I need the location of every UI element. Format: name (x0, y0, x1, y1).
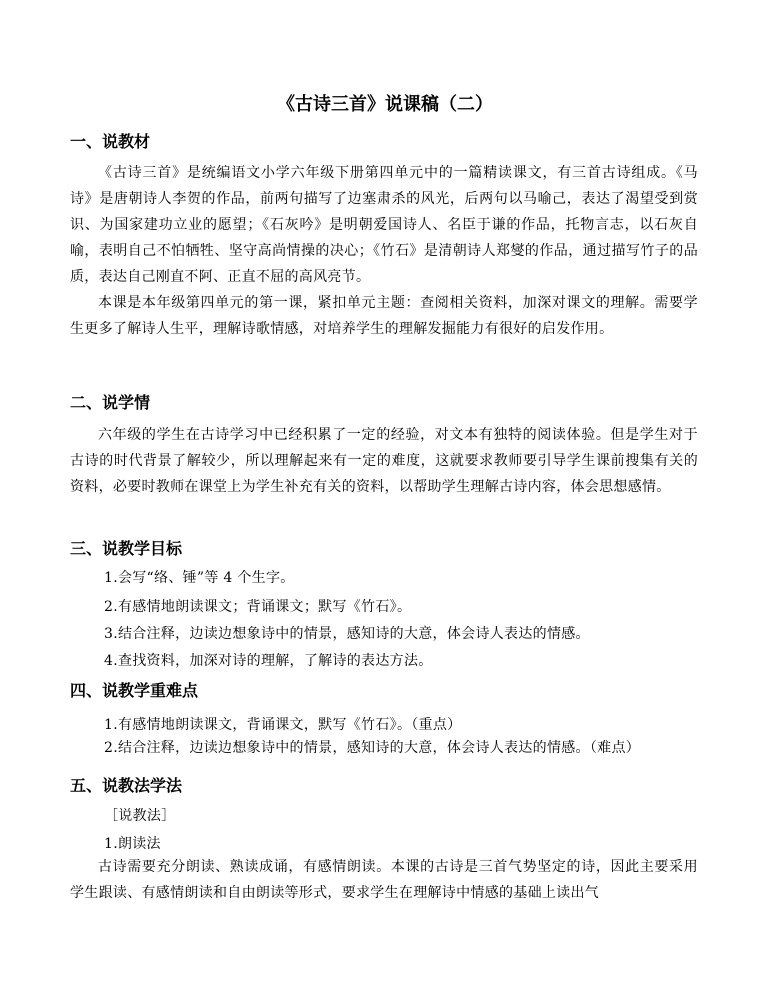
goal-item-1: 1.会写“络、锤”等 4 个生字。 (104, 570, 295, 586)
key-point-item-2: 2.结合注释，边读边想象诗中的情景，感知诗的大意，体会诗人表达的情感。（难点） (104, 740, 641, 756)
key-point-item-1: 1.有感情地朗读课文，背诵课文，默写《竹石》。（重点） (104, 717, 462, 733)
document-title: 《古诗三首》说课稿（二） (277, 94, 493, 115)
paragraph-teaching-material-2: 本课是本年级第四单元的第一课，紧扣单元主题：查阅相关资料，加深对课文的理解。需要学生更多了解诗人生平，理解诗歌情感，对培养学生的理解发掘能力有很好的启发作用。 (70, 295, 698, 337)
section-heading-methods: 五、说教法学法 (70, 776, 183, 795)
goal-item-2: 2.有感情地朗读课文；背诵课文；默写《竹石》。 (104, 599, 412, 615)
section-heading-teaching-material: 一、说教材 (70, 132, 151, 151)
section-heading-student-analysis: 二、说学情 (70, 393, 151, 412)
paragraph-reading-method: 古诗需要充分朗读、熟读成诵，有感情朗读。本课的古诗是三首气势坚定的诗，因此主要采用学生跟读、有感情朗读和自由朗读等形式，要求学生在理解诗中情感的基础上读出气 (70, 859, 698, 901)
method-subheading: ［说教法］ (104, 808, 176, 824)
method-item-reading: 1.朗读法 (104, 836, 161, 852)
goal-item-3: 3.结合注释，边读边想象诗中的情景，感知诗的大意，体会诗人表达的情感。 (104, 626, 590, 642)
section-heading-teaching-goals: 三、说教学目标 (70, 539, 183, 558)
goal-item-4: 4.查找资料，加深对诗的理解，了解诗的表达方法。 (104, 653, 433, 669)
paragraph-teaching-material-1: 《古诗三首》是统编语文小学六年级下册第四单元中的一篇精读课文，有三首古诗组成。《马诗》是唐朝诗人李贺的作品，前两句描写了边塞肃杀的风光，后两句以马喻己，表达了渴望受到赏识、为国家建功立业的愿望；《石灰吟》是明朝爱国诗人、名臣于谦的作品，托物言志，以石灰自喻，表明自己不怕牺牲、坚守高尚情操的决心；《竹石》是清朝诗人郑燮的作品，通过描写竹子的品质，表达自己刚直不阿、正直不屈的高风亮节。 (70, 165, 698, 285)
paragraph-student-analysis: 六年级的学生在古诗学习中已经积累了一定的经验，对文本有独特的阅读体验。但是学生对于古诗的时代背景了解较少，所以理解起来有一定的难度，这就要求教师要引导学生课前搜集有关的资料，必要时教师在课堂上为学生补充有关的资料，以帮助学生理解古诗内容，体会思想感情。 (70, 427, 698, 495)
section-heading-key-points: 四、说教学重难点 (70, 681, 199, 700)
